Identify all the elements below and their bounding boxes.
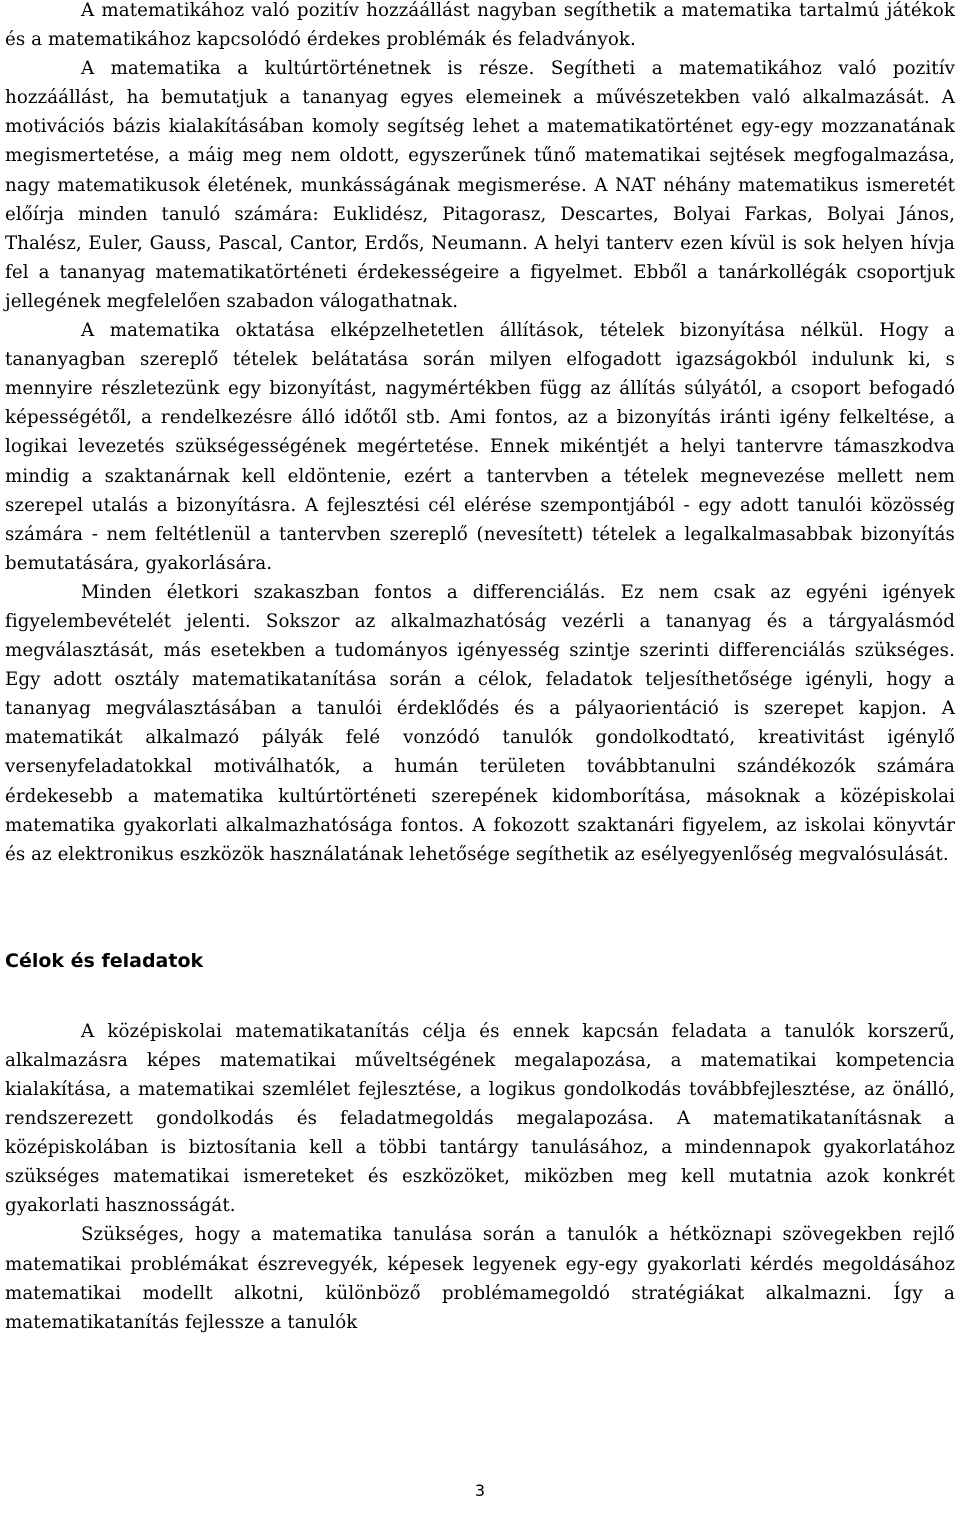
paragraph-goals: A középiskolai matematikatanítás célja és ennek kapcsán feladata a tanulók korszerű, alkalmazásra képes matematikai műveltségének megalapozása, a matematikai kompetencia kialakítása, a matematikai szemlélet fejlesztése, a logikus gondolkodás továbbfejlesztése, az önálló, rendszerezett gondolkodás és feladatmegoldás megalapozása. A matematikatanításnak a középiskolában is biztosítania kell a többi tantárgy tanulásához, a mindennapok gyakorlatához szükséges matematikai ismereteket és eszközöket, miközben meg kell mutatnia azok konkrét gyakorlati hasznosságát.: [5, 1020, 955, 1217]
intro-paragraph: A matematikához való pozitív hozzáállást nagyban segíthetik a matematika tartalmú játékok és a matematikához kapcsolódó érdekes problémák és feladványok.: [5, 0, 955, 51]
page-number: 3: [474, 1481, 486, 1500]
paragraph-cultural-history: A matematika a kultúrtörténetnek is része. Segítheti a matematikához való pozitív hozzáállást, ha bemutatjuk a tananyag egyes elemeinek a művészetekben való alkalmazását. A motivációs bázis kialakításában komoly segítség lehet a matematikatörténet egy-egy mozzanatának megismertetése, a máig meg nem oldott, egyszerűnek tűnő matematikai sejtések megfogalmazása, nagy matematikusok életének, munkásságának megismerése. A NAT néhány matematikus ismeretét előírja minden tanuló számára: Euklidész, Pitagorasz, Descartes, Bolyai Farkas, Bolyai János, Thalész, Euler, Gauss, Pascal, Cantor, Erdős, Neumann. A helyi tanterv ezen kívül is sok helyen hívja fel a tananyag matematikatörténeti érdekességeire a figyelmet. Ebből a tanárkollégák csoportjuk jellegének megfelelően szabadon válogathatnak.: [5, 58, 955, 312]
paragraph-proofs: A matematika oktatása elképzelhetetlen állítások, tételek bizonyítása nélkül. Hogy a tananyagban szereplő tételek belátatása során milyen elfogadott igazságokból indulunk ki, s mennyire részletezünk egy bizonyítást, nagymértékben függ az állítás súlyától, a csoport befogadó képességétől, a rendelkezésre álló időtől stb. Ami fontos, az a bizonyítás iránti igény felkeltése, a logikai levezetés szükségességének megértetése. Ennek mikéntjét a helyi tantervre támaszkodva mindig a szaktanárnak kell eldöntenie, ezért a tantervben a tételek megnevezése mellett nem szerepel utalás a bizonyításra. A fejlesztési cél elérése szempontjából - egy adott tanulói közösség számára - nem feltétlenül a tantervben szereplő (nevesített) tételek a legalkalmasabbak bizonyítás bemutatására, gyakorlására.: [5, 320, 955, 574]
body-text: [5, 0, 955, 1337]
section-heading: Célok és feladatok: [5, 949, 204, 972]
paragraph-differentiation: Minden életkori szakaszban fontos a differenciálás. Ez nem csak az egyéni igények figyelembevételét jelenti. Sokszor az alkalmazhatóság vezérli a tananyag és a tárgyalásmód megválasztását, más esetekben a tudományos igényesség szintje szerinti differenciálás szükséges. Egy adott osztály matematikatanítása során a célok, feladatok teljesíthetősége igényli, hogy a tananyag megválasztásában a tanulói érdeklődés és a pályaorientáció is szerepet kapjon. A matematikát alkalmazó pályák felé vonzódó tanulók gondolkodtató, kreativitást igénylő versenyfeladatokkal motiválhatók, a humán területen továbbtanulni szándékozók számára érdekesebb a matematika kultúrtörténeti szerepének kidomborítása, másoknak a középiskolai matematika gyakorlati alkalmazhatósága fontos. A fokozott szaktanári figyelem, az iskolai könyvtár és az elektronikus eszközök használatának lehetősége segíthetik az esélyegyenlőség megvalósulását.: [5, 581, 955, 865]
paragraph-everyday-problems: Szükséges, hogy a matematika tanulása során a tanulók a hétköznapi szövegekben rejlő matematikai problémákat észrevegyék, képesek legyenek egy-egy gyakorlati kérdés megoldásához matematikai modellt alkotni, különböző problémamegoldó stratégiákat alkalmazni. Így a matematikatanítás fejlessze a tanulók: [5, 1224, 955, 1333]
